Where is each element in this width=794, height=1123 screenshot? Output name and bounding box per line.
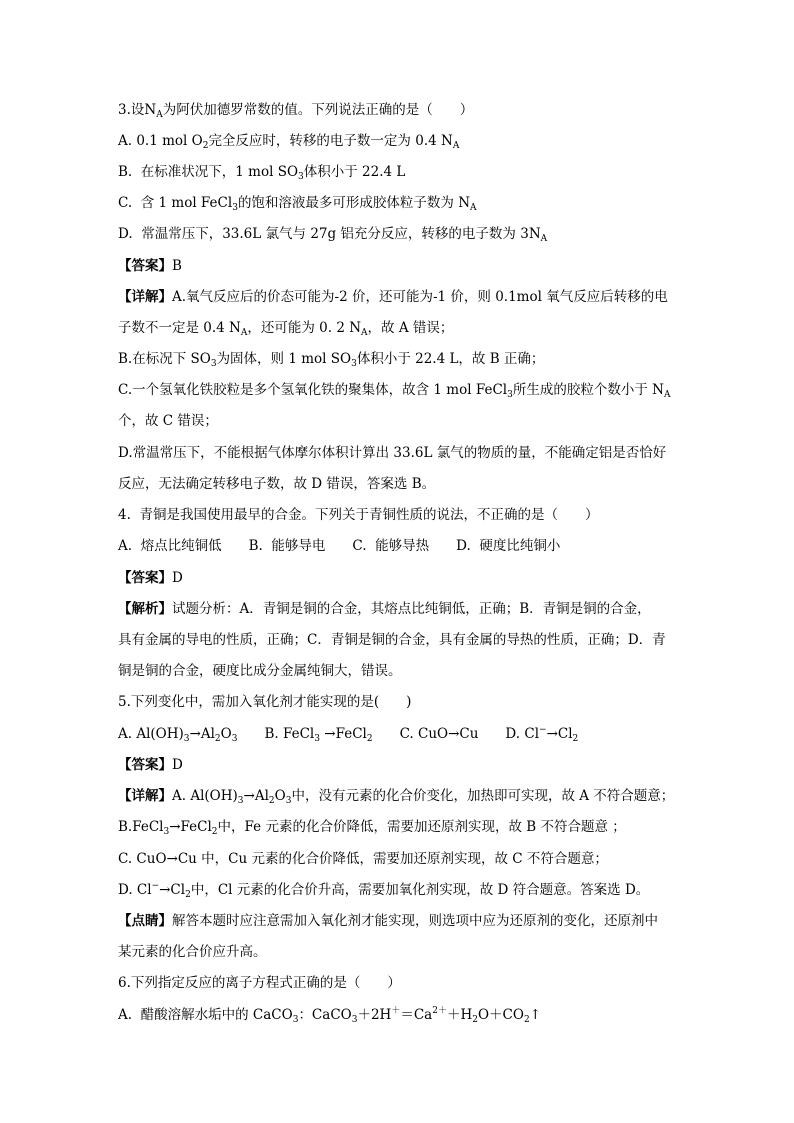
- text-segment: 解答本题时应注意需加入氧化剂才能实现，则选项中应为还原剂的变化，还原剂中: [172, 913, 658, 929]
- text-segment: A. Al(OH): [118, 726, 184, 742]
- text-segment: ＋2H: [357, 1007, 392, 1023]
- subscript: 2: [185, 890, 191, 900]
- subscript: 3: [285, 796, 292, 806]
- text-segment: 个，故 C 错误；: [118, 413, 218, 429]
- text-segment: O＋CO: [477, 1007, 524, 1023]
- text-line: [118, 224, 678, 246]
- subscript: A: [470, 203, 477, 213]
- subscript: A: [663, 390, 671, 400]
- subscript: A: [156, 110, 163, 120]
- text-segment: 完全反应时，转移的电子数一定为 0.4 N: [208, 133, 453, 149]
- text-line: [118, 318, 678, 340]
- text-line: [118, 536, 678, 558]
- text-segment: 铜是铜的合金，硬度比成分金属纯铜大，错误。: [118, 663, 402, 679]
- text-line: [118, 786, 678, 808]
- superscript: −: [539, 725, 547, 735]
- subscript: 3: [351, 359, 357, 369]
- subscript: A: [452, 141, 460, 151]
- text-segment: A. Al(OH): [172, 788, 238, 804]
- text-line: [118, 817, 678, 839]
- subscript: 2: [211, 827, 218, 837]
- text-segment: 3.设N: [118, 102, 157, 118]
- text-segment: ：CaCO: [298, 1007, 352, 1023]
- section-tag: 【解析】: [118, 601, 172, 617]
- subscript: 2: [523, 1015, 530, 1025]
- text-segment: →Al: [189, 726, 215, 742]
- text-segment: D: [172, 757, 183, 773]
- text-segment: A. 醋酸溶解水垢中的 CaCO: [118, 1007, 293, 1023]
- subscript: 2: [366, 734, 373, 744]
- text-segment: 中，Fe 元素的化合价降低，需要加还原剂实现，故 B 不符合题意 ；: [217, 819, 626, 835]
- superscript: 2＋: [432, 1006, 447, 1016]
- text-line: [118, 100, 678, 122]
- subscript: 2: [472, 1015, 478, 1025]
- subscript: 2: [572, 734, 579, 744]
- text-segment: →Cl: [159, 882, 186, 898]
- text-segment: 所生成的胶粒个数小于 N: [512, 382, 664, 398]
- text-segment: ，故 A 错误；: [367, 320, 454, 336]
- text-line: [118, 849, 678, 871]
- text-segment: B.在标况下 SO: [118, 351, 211, 367]
- text-segment: 中，没有元素的化合价变化，加热即可实现，故 A 不符合题意；: [291, 788, 675, 804]
- text-line: [118, 131, 678, 153]
- section-tag: 【答案】: [118, 570, 172, 586]
- text-segment: 中，Cl 元素的化合价升高，需要加氧化剂实现，故 D 符合题意。答案选 D。: [190, 882, 650, 898]
- text-line: [118, 599, 678, 621]
- subscript: 3: [507, 390, 513, 400]
- subscript: A: [361, 328, 368, 338]
- text-segment: ＋H: [446, 1007, 473, 1023]
- superscript: −: [151, 881, 160, 891]
- subscript: 3: [314, 734, 320, 744]
- text-segment: C. 含 1 mol FeCl: [118, 195, 233, 211]
- text-segment: D.常温常压下，不能根据气体摩尔体积计算出 33.6L 氯气的物质的量，不能确定铝是否恰好: [118, 445, 667, 461]
- text-line: [118, 443, 678, 465]
- text-segment: 反应，无法确定转移电子数，故 D 错误，答案选 B。: [118, 476, 436, 492]
- text-segment: 试题分析：A．青铜是铜的合金，其熔点比纯铜低，正确；B．青铜是铜的合金，: [172, 601, 651, 617]
- text-segment: 具有金属的导电的性质，正确；C．青铜是铜的合金，具有金属的导热的性质，正确；D．青: [118, 632, 666, 648]
- text-segment: 为阿伏加德罗常数的值。下列说法正确的是（ ）: [162, 102, 474, 118]
- text-segment: ＝Ca: [400, 1007, 433, 1023]
- subscript: 3: [231, 734, 238, 744]
- subscript: 3: [292, 1015, 299, 1025]
- text-segment: C. CuO→Cu D. Cl: [372, 726, 540, 742]
- text-segment: 某元素的化合价应升高。: [118, 944, 267, 960]
- text-line: [118, 568, 678, 590]
- text-line: [118, 1005, 678, 1027]
- superscript: ＋: [391, 1006, 401, 1016]
- text-line: [118, 474, 678, 496]
- text-segment: O: [274, 788, 286, 804]
- text-segment: 体积小于 22.4 L，故 B 正确；: [356, 351, 545, 367]
- text-segment: ↑: [529, 1007, 541, 1023]
- section-tag: 【答案】: [118, 757, 172, 773]
- text-line: [118, 973, 678, 995]
- text-segment: A. 熔点比纯铜低 B. 能够导电 C. 能够导热 D. 硬度比纯铜小: [118, 538, 561, 554]
- text-line: [118, 256, 678, 278]
- text-segment: C. CuO→Cu 中，Cu 元素的化合价降低，需要加还原剂实现，故 C 不符合题意；: [118, 851, 608, 867]
- subscript: 2: [202, 141, 209, 151]
- text-segment: B. 在标准状况下，1 mol SO: [118, 164, 299, 180]
- text-line: [118, 692, 678, 714]
- text-segment: 为固体，则 1 mol SO: [216, 351, 352, 367]
- text-line: [118, 724, 678, 746]
- text-segment: B: [172, 258, 182, 274]
- text-segment: D. 常温常压下，33.6L 氯气与 27g 铝充分反应，转移的电子数为 3N: [118, 226, 541, 242]
- text-line: [118, 505, 678, 527]
- section-tag: 【答案】: [118, 258, 172, 274]
- text-segment: 4. 青铜是我国使用最早的合金。下列关于青铜性质的说法，不正确的是（ ）: [118, 507, 599, 523]
- text-segment: 的饱和溶液最多可形成胶体粒子数为 N: [237, 195, 471, 211]
- text-segment: B.FeCl: [118, 819, 164, 835]
- subscript: A: [240, 328, 248, 338]
- text-segment: D: [172, 570, 183, 586]
- text-segment: 子数不一定是 0.4 N: [118, 320, 241, 336]
- text-segment: A.氧气反应后的价态可能为-2 价，还可能为-1 价，则 0.1mol 氧气反应后转移的电: [172, 289, 668, 305]
- text-segment: ，还可能为 0. 2 N: [247, 320, 362, 336]
- text-segment: O: [220, 726, 232, 742]
- text-line: [118, 942, 678, 964]
- text-line: [118, 193, 678, 215]
- text-line: [118, 911, 678, 933]
- text-segment: D. Cl: [118, 882, 152, 898]
- subscript: 2: [214, 734, 221, 744]
- text-line: [118, 287, 678, 309]
- text-line: [118, 880, 678, 902]
- text-segment: →FeCl: [169, 819, 212, 835]
- subscript: 3: [298, 172, 304, 182]
- text-line: [118, 411, 678, 433]
- text-segment: →Al: [243, 788, 269, 804]
- subscript: 3: [232, 203, 238, 213]
- subscript: 3: [183, 734, 190, 744]
- subscript: A: [540, 234, 548, 244]
- subscript: 2: [268, 796, 275, 806]
- subscript: 3: [163, 827, 170, 837]
- text-segment: 6.下列指定反应的离子方程式正确的是（ ）: [118, 975, 401, 991]
- section-tag: 【详解】: [118, 788, 172, 804]
- subscript: 3: [237, 796, 244, 806]
- text-segment: C.一个氢氧化铁胶粒是多个氢氧化铁的聚集体，故含 1 mol FeCl: [118, 382, 508, 398]
- text-segment: 5.下列变化中，需加入氧化剂才能实现的是( ): [118, 694, 412, 710]
- text-segment: B. FeCl: [237, 726, 315, 742]
- text-line: [118, 380, 678, 402]
- text-line: [118, 162, 678, 184]
- text-segment: A. 0.1 mol O: [118, 133, 203, 149]
- text-line: [118, 661, 678, 683]
- text-segment: →FeCl: [319, 726, 367, 742]
- text-segment: 体积小于 22.4 L: [303, 164, 406, 180]
- subscript: 3: [351, 1015, 358, 1025]
- text-line: [118, 349, 678, 371]
- section-tag: 【点睛】: [118, 913, 172, 929]
- text-line: [118, 630, 678, 652]
- text-line: [118, 755, 678, 777]
- text-segment: →Cl: [546, 726, 573, 742]
- subscript: 3: [210, 359, 217, 369]
- section-tag: 【详解】: [118, 289, 172, 305]
